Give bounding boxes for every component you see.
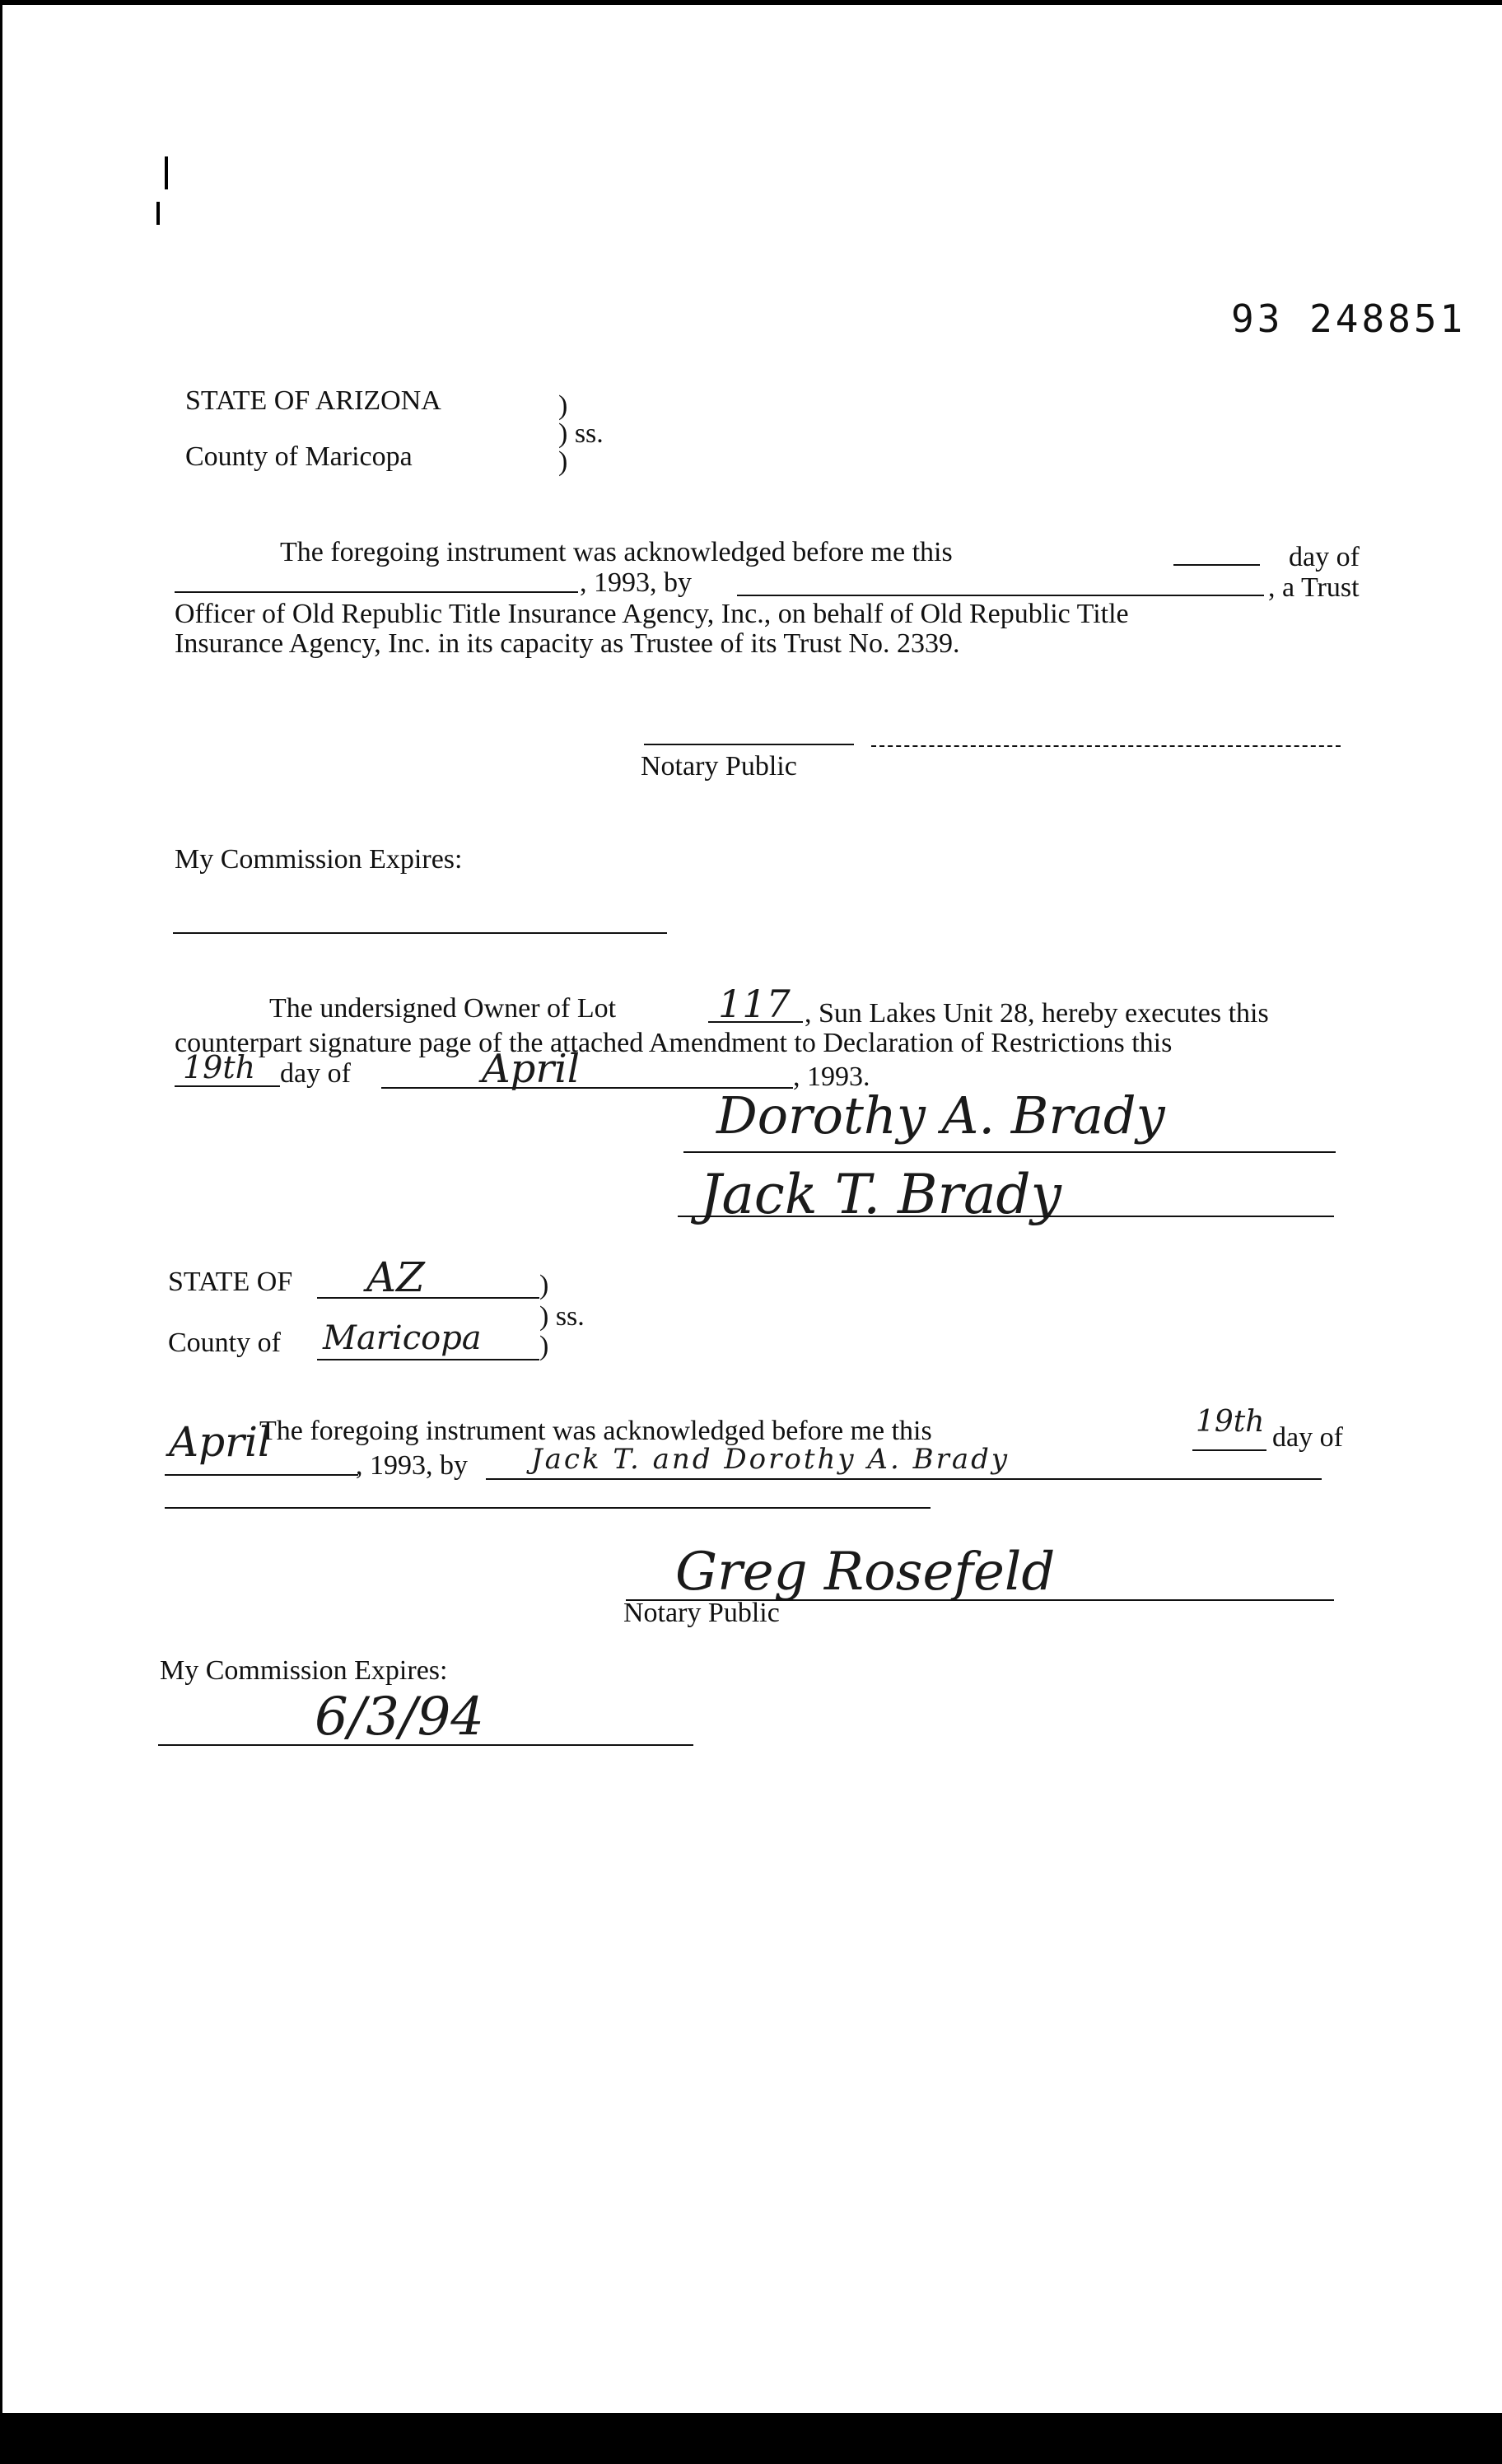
notary-public-label: Notary Public [641,751,797,782]
county-of-label: County of [168,1328,281,1358]
signature-line-2 [678,1216,1334,1217]
commission-expires-label: My Commission Expires: [175,844,463,875]
owner-signature-2: Jack T. Brady [700,1163,1061,1226]
ack2-day-of: day of [1272,1422,1343,1453]
state-label: STATE OF ARIZONA [185,385,441,416]
ack2-day-blank [1192,1449,1266,1451]
state-blank [317,1297,539,1299]
county-label: County of Maricopa [185,441,413,472]
owner-line-1: The undersigned Owner of Lot [269,993,617,1024]
scan-mark [165,156,168,189]
ss-label: ) ss. [558,418,604,449]
ack-line-1: The foregoing instrument was acknowledged before me this [280,537,953,567]
notary-signature-line [644,744,854,745]
ack-line-1-end: day of [1289,542,1360,572]
owner-line-2: counterpart signature page of the attached Amendment to Declaration of Restrictions this [175,1028,1173,1058]
owner-line-1-end: , Sun Lakes Unit 28, hereby executes this [805,998,1269,1029]
ack-line-4: Insurance Agency, Inc. in its capacity as Trustee of its Trust No. 2339. [175,628,960,659]
owner-month: April [482,1046,581,1092]
paren: ) [558,446,568,477]
scan-edge-left [0,0,2,2464]
owner-day: 19th [183,1049,256,1085]
document-number: 93 248851 [1231,296,1467,341]
paren: ) [539,1331,549,1361]
owner-day-of: day of [280,1058,351,1089]
ack2-by-blank [486,1478,1322,1480]
notary-signature-line [871,745,1341,747]
ack-line-2-end: , a Trust [1268,572,1360,603]
commission-expiry-date: 6/3/94 [315,1687,484,1748]
ack2-day: 19th [1196,1405,1265,1439]
ack2-line-1: The foregoing instrument was acknowledged before me this [259,1416,932,1446]
commission-expires-label-2: My Commission Expires: [160,1655,448,1686]
scan-edge-bottom [0,2413,1502,2464]
day-blank [1173,564,1260,566]
state-value: AZ [366,1253,425,1301]
ack2-continuation-blank [165,1507,931,1509]
commission-blank [173,932,667,934]
date-blank [175,591,578,593]
state-of-label: STATE OF [168,1267,293,1297]
paren: ) [558,390,568,421]
ack2-by-value: Jack T. and Dorothy A. Brady [531,1443,1010,1476]
notary-public-label-2: Notary Public [623,1598,780,1628]
ack2-month-blank [165,1474,358,1476]
owner-day-blank [175,1085,280,1087]
ack-line-3: Officer of Old Republic Title Insurance Agency, Inc., on behalf of Old Republic Title [175,599,1129,629]
commission-blank-2 [158,1744,693,1746]
paren: ) [539,1270,549,1300]
ss-label: ) ss. [539,1301,585,1332]
owner-year: , 1993. [793,1062,870,1092]
scan-mark [156,202,160,225]
lot-number: 117 [718,982,791,1026]
county-value: Maricopa [323,1319,482,1357]
ack-month: April [169,1418,271,1466]
name-blank [737,595,1264,596]
signature-line-1 [683,1151,1336,1153]
scan-edge-top [0,0,1502,5]
ack2-year-by: , 1993, by [356,1450,468,1481]
ack-line-2-year: , 1993, by [580,567,692,598]
notary-signature: Greg Rosefeld [675,1542,1056,1603]
county-blank [317,1359,539,1360]
owner-signature-1: Dorothy A. Brady [716,1085,1165,1146]
